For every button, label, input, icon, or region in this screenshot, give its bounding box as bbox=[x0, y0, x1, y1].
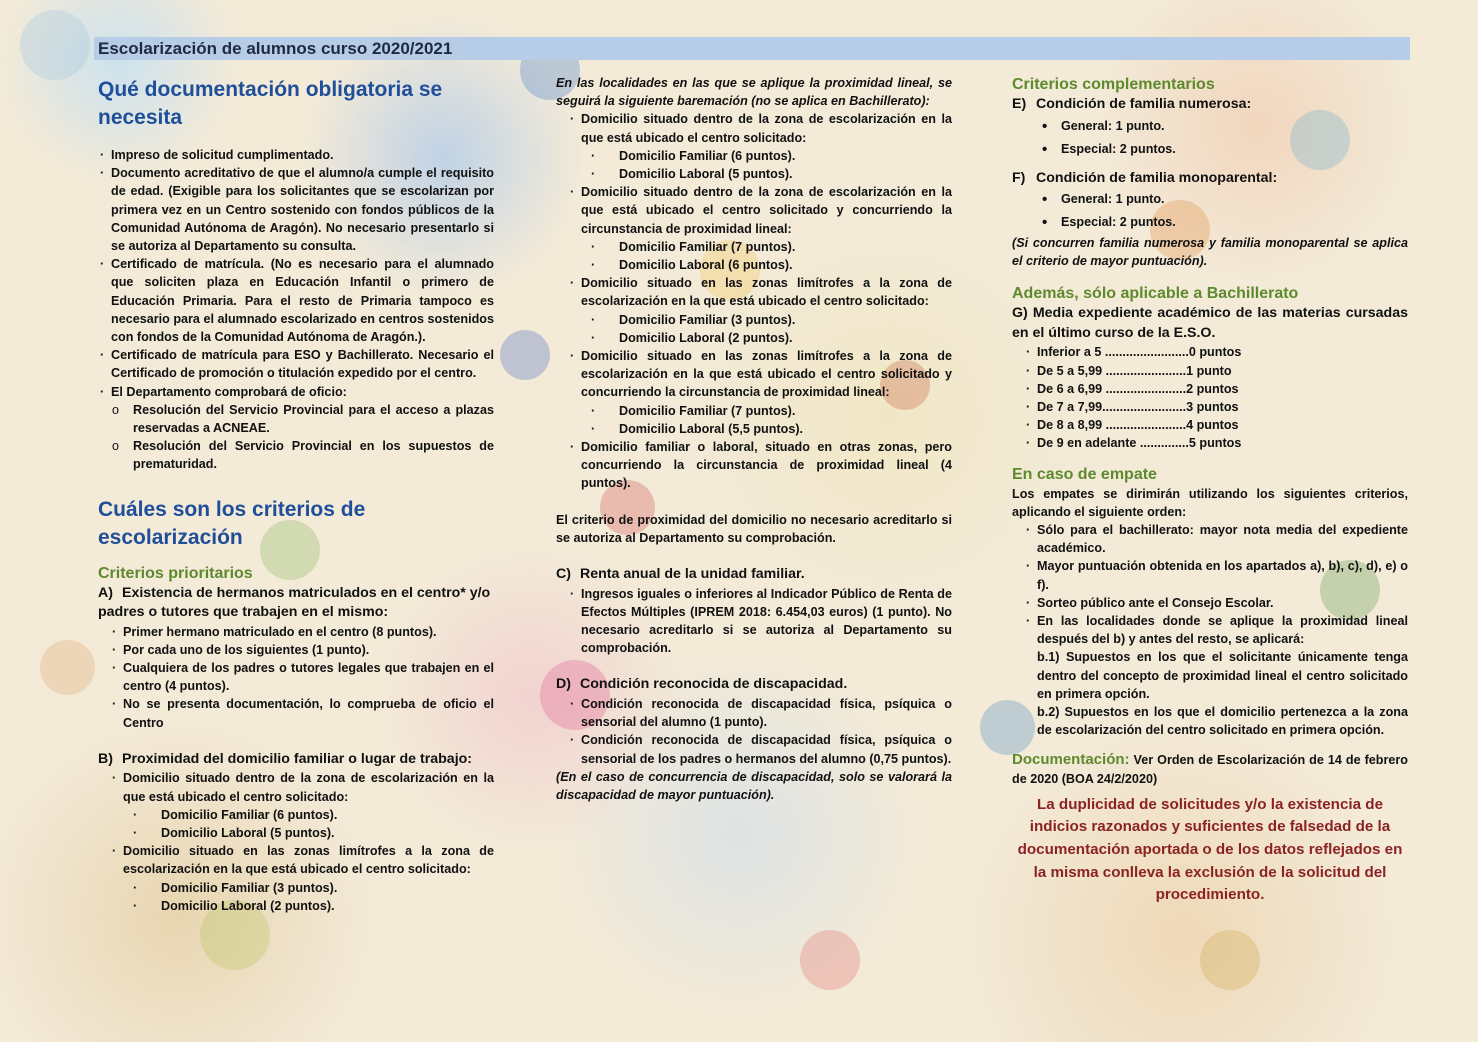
section-text: Condición de familia numerosa: bbox=[1036, 96, 1252, 112]
list-item: · Documento acreditativo de que el alumno/a cumple el requisito de edad. (Exigible para los solicitantes que se escolarizan por primera vez en un Centro sostenido con fondos públicos de la Comunidad Autónoma de Aragón). No necesario presentarlo si se autoriza al Departamento su consulta. bbox=[98, 164, 494, 255]
sub-list bbox=[581, 311, 952, 347]
sub-list bbox=[123, 806, 494, 842]
list-item: o Resolución del Servicio Provincial en los supuestos de prematuridad. bbox=[98, 437, 494, 473]
list-item: · Impreso de solicitud cumplimentado. bbox=[98, 146, 494, 164]
section-b-title bbox=[98, 750, 494, 770]
list-item: · Cualquiera de los padres o tutores legales que trabajen en el centro (4 puntos). bbox=[110, 659, 494, 695]
sub-item: · Domicilio Laboral (2 puntos). bbox=[581, 329, 952, 347]
disability-note: (En el caso de concurrencia de discapacidad, solo se valorará la discapacidad de mayor puntuación). bbox=[556, 769, 952, 802]
section-d-list bbox=[568, 695, 952, 768]
section-text: Renta anual de la unidad familiar. bbox=[580, 566, 805, 583]
section-c-title bbox=[556, 565, 952, 585]
section-c-list bbox=[568, 585, 952, 658]
sub-item: · Domicilio Laboral (5 puntos). bbox=[123, 824, 494, 842]
list-item: · De 7 a 7,99........................3 puntos bbox=[1024, 398, 1408, 416]
list-item: · Por cada uno de los siguientes (1 punto). bbox=[110, 641, 494, 659]
column-proximity bbox=[556, 72, 952, 804]
list-item: · Ingresos iguales o inferiores al Indicador Público de Renta de Efectos Múltiples (IPREM 2018: 6.454,03 euros) (1 punto). No necesario acreditarlo si se autoriza al Departamento su comprobación. bbox=[568, 585, 952, 658]
list-item: · De 5 a 5,99 .......................1 punto bbox=[1024, 362, 1408, 380]
section-b-list bbox=[110, 769, 494, 915]
section-a-list bbox=[110, 623, 494, 732]
sub-item: · Domicilio Familiar (7 puntos). bbox=[581, 238, 952, 256]
empate-b2: b.2) Supuestos en los que el domicilio pertenezca a la zona de escolarización del centro solicitado en primera opción. bbox=[1037, 705, 1408, 738]
section-f-title bbox=[1012, 169, 1408, 189]
list-item-text: Domicilio situado en las zonas limítrofes a la zona de escolarización en la que está ubicado el centro solicitado y concurriendo la circunstancia de proximidad lineal: bbox=[581, 349, 952, 400]
sub-item: · Domicilio Familiar (6 puntos). bbox=[123, 806, 494, 824]
list-item: · Certificado de matrícula para ESO y Bachillerato. Necesario el Certificado de promoción o titulación expedido por el centro. bbox=[98, 346, 494, 382]
sub-item: · Domicilio Laboral (5 puntos). bbox=[581, 165, 952, 183]
sub-item: · Domicilio Laboral (6 puntos). bbox=[581, 256, 952, 274]
complementarios-title: Criterios complementarios bbox=[1012, 76, 1215, 93]
sub-list bbox=[123, 879, 494, 915]
list-item bbox=[568, 183, 952, 274]
section-a-title bbox=[98, 584, 494, 623]
list-item: • General: 1 punto. bbox=[1012, 188, 1408, 211]
section-d-title bbox=[556, 675, 952, 695]
documentation-title: Qué documentación obligatoria se necesita bbox=[98, 78, 443, 129]
warning-text: La duplicidad de solicitudes y/o la existencia de indicios razonados y suficientes de falsedad de la documentación aportada o de los datos reflejados en la misma conlleva la exclusión de la solicitud del procedimiento. bbox=[1017, 795, 1403, 904]
list-item bbox=[568, 110, 952, 183]
section-g-title: G) Media expediente académico de las materias cursadas en el último curso de la E.S.O. bbox=[1012, 305, 1408, 341]
section-f-list bbox=[1012, 188, 1408, 234]
sub-item: · Domicilio Familiar (7 puntos). bbox=[581, 402, 952, 420]
list-item: · Sólo para el bachillerato: mayor nota media del expediente académico. bbox=[1024, 521, 1408, 557]
section-text: Condición reconocida de discapacidad. bbox=[580, 676, 848, 693]
list-item bbox=[110, 769, 494, 842]
sub-list bbox=[581, 147, 952, 183]
proximity-note: El criterio de proximidad del domicilio no necesario acreditarlo si se autoriza al Departamento su comprobación. bbox=[556, 512, 952, 545]
proximity-intro: En las localidades en las que se aplique la proximidad lineal, se seguirá la siguiente baremación (no se aplica en Bachillerato): bbox=[556, 76, 952, 109]
section-text: Existencia de hermanos matriculados en el centro* y/o padres o tutores que trabajen en el mismo: bbox=[98, 584, 491, 621]
proximity-list bbox=[568, 110, 952, 492]
list-item bbox=[568, 347, 952, 438]
oficio-list bbox=[98, 401, 494, 474]
list-item bbox=[110, 842, 494, 915]
list-item-text: Domicilio situado dentro de la zona de escolarización en la que está ubicado el centro solicitado: bbox=[581, 112, 952, 145]
column-complementary bbox=[1012, 72, 1408, 907]
empate-intro: Los empates se dirimirán utilizando los siguientes criterios, aplicando el siguiente orden: bbox=[1012, 486, 1408, 519]
list-item-text: Domicilio situado en las zonas limítrofes a la zona de escolarización en la que está ubicado el centro solicitado: bbox=[581, 276, 952, 309]
criteria-title: Cuáles son los criterios de escolarización bbox=[98, 497, 366, 549]
section-letter: C) bbox=[556, 566, 571, 583]
sub-item: · Domicilio Familiar (3 puntos). bbox=[123, 879, 494, 897]
empate-b1: b.1) Supuestos en los que el solicitante únicamente tenga dentro del concepto de proximidad lineal el centro solicitado en primera opción. bbox=[1037, 650, 1408, 701]
documentation-ref bbox=[1012, 751, 1408, 787]
list-item: · Condición reconocida de discapacidad física, psíquica o sensorial de los padres o hermanos del alumno (0,75 puntos). bbox=[568, 731, 952, 767]
monoparental-note: (Si concurren familia numerosa y familia monoparental se aplica el criterio de mayor puntuación). bbox=[1012, 236, 1408, 269]
list-item-text: Domicilio situado en las zonas limítrofes a la zona de escolarización en la que está ubicado el centro solicitado: bbox=[123, 844, 494, 877]
list-item: · Primer hermano matriculado en el centro (8 puntos). bbox=[110, 623, 494, 641]
section-letter: D) bbox=[556, 676, 571, 693]
section-text: Condición de familia monoparental: bbox=[1036, 169, 1278, 186]
list-item: · Inferior a 5 ........................0 puntos bbox=[1024, 343, 1408, 361]
header-bar bbox=[94, 37, 1410, 60]
list-item: · El Departamento comprobará de oficio: bbox=[98, 383, 494, 401]
empate-title: En caso de empate bbox=[1012, 465, 1157, 483]
documentation-label: Documentación: bbox=[1012, 751, 1130, 769]
column-documentation bbox=[98, 72, 494, 915]
header-title: Escolarización de alumnos curso 2020/2021 bbox=[98, 39, 453, 58]
list-item bbox=[568, 274, 952, 347]
section-text: Proximidad del domicilio familiar o lugar de trabajo: bbox=[122, 750, 473, 767]
bachillerato-title: Además, sólo aplicable a Bachillerato bbox=[1012, 285, 1299, 303]
list-item: · De 6 a 6,99 .......................2 puntos bbox=[1024, 380, 1408, 398]
list-item: · Mayor puntuación obtenida en los apartados a), b), c), d), e) o f). bbox=[1024, 557, 1408, 593]
section-e-title bbox=[1012, 95, 1408, 115]
sub-list bbox=[581, 238, 952, 274]
list-item-text: Domicilio situado dentro de la zona de escolarización en la que está ubicado el centro solicitado: bbox=[123, 771, 494, 804]
list-item: • Especial: 2 puntos. bbox=[1012, 138, 1408, 161]
list-item: • Especial: 2 puntos. bbox=[1012, 211, 1408, 234]
section-letter: E) bbox=[1012, 96, 1027, 112]
section-letter: F) bbox=[1012, 169, 1026, 186]
section-letter: A) bbox=[98, 584, 113, 601]
documentation-text: Ver Orden de Escolarización de 14 de febrero de 2020 (BOA 24/2/2020) bbox=[1012, 753, 1408, 786]
sub-list bbox=[581, 402, 952, 438]
list-item: · Condición reconocida de discapacidad física, psíquica o sensorial del alumno (1 punto). bbox=[568, 695, 952, 731]
sub-item: · Domicilio Laboral (5,5 puntos). bbox=[581, 420, 952, 438]
section-letter: B) bbox=[98, 750, 113, 767]
documentation-list bbox=[98, 146, 494, 401]
list-item: · Domicilio familiar o laboral, situado en otras zonas, pero concurriendo la circunstancia de proximidad lineal (4 puntos). bbox=[568, 438, 952, 493]
prioritarios-title: Criterios prioritarios bbox=[98, 564, 253, 582]
section-e-list bbox=[1012, 115, 1408, 161]
list-item: o Resolución del Servicio Provincial para el acceso a plazas reservadas a ACNEAE. bbox=[98, 401, 494, 437]
list-item: · No se presenta documentación, lo comprueba de oficio el Centro bbox=[110, 695, 494, 731]
list-item: · Sorteo público ante el Consejo Escolar. bbox=[1024, 594, 1408, 612]
sub-item: · Domicilio Laboral (2 puntos). bbox=[123, 897, 494, 915]
list-item-text: Domicilio situado dentro de la zona de escolarización en la que está ubicado el centro solicitado y concurriendo la circunstancia de proximidad lineal: bbox=[581, 185, 952, 236]
list-item: • General: 1 punto. bbox=[1012, 115, 1408, 138]
list-item: · De 9 en adelante ..............5 puntos bbox=[1024, 434, 1408, 452]
section-g-list bbox=[1024, 343, 1408, 452]
list-item: · Certificado de matrícula. (No es necesario para el alumnado que soliciten plaza en Educación Infantil o primero de Educación Primaria. Para el resto de Primaria tampoco es necesario para el alumnado escolarizado en centros sostenidos con fondos de la Comunidad Autónoma de Aragón.). bbox=[98, 255, 494, 346]
sub-item: · Domicilio Familiar (6 puntos). bbox=[581, 147, 952, 165]
empate-list bbox=[1024, 521, 1408, 648]
list-item: · De 8 a 8,99 .......................4 puntos bbox=[1024, 416, 1408, 434]
list-item: · En las localidades donde se aplique la proximidad lineal después del b) y antes del resto, se aplicará: bbox=[1024, 612, 1408, 648]
sub-item: · Domicilio Familiar (3 puntos). bbox=[581, 311, 952, 329]
